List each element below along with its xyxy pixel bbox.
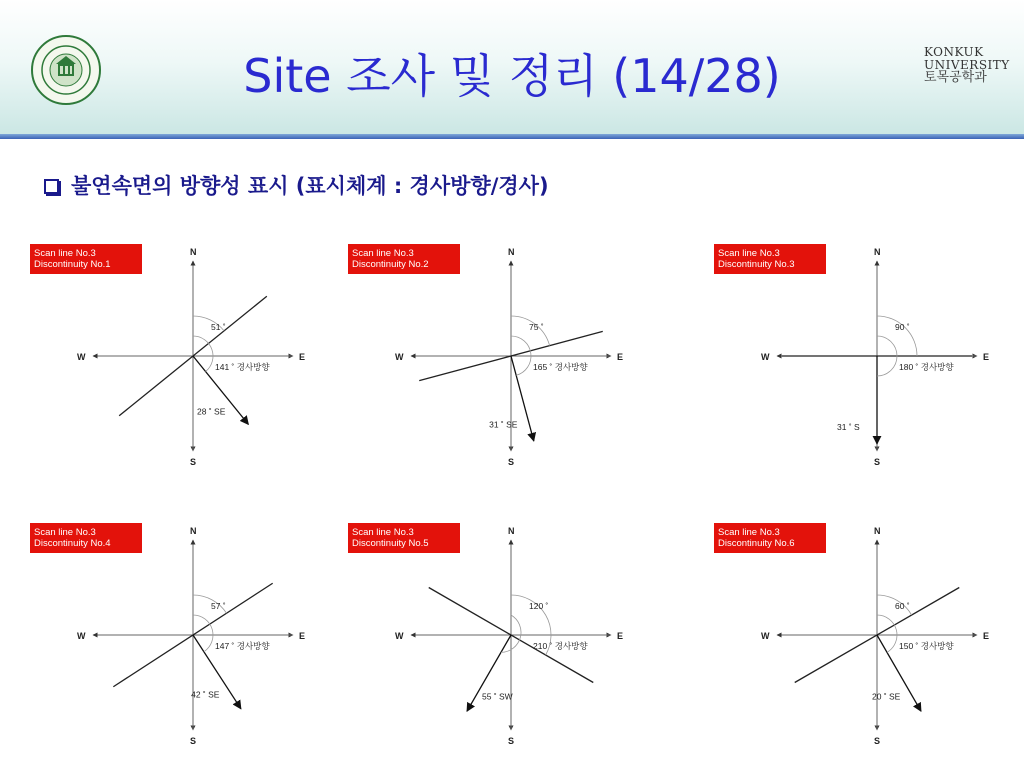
- dip-angle-label: 31 ˚ S: [837, 422, 860, 432]
- dip-direction-label: 147 ˚ 경사방향: [215, 641, 270, 651]
- compass-west-label: W: [395, 631, 404, 641]
- compass-north-label: N: [874, 526, 881, 536]
- scan-line-label: Scan line No.3: [718, 527, 780, 538]
- compass-south-label: S: [190, 736, 197, 746]
- strike-angle-label: 75 ˚: [529, 322, 544, 332]
- discontinuity-number-label: Discontinuity No.2: [352, 259, 429, 270]
- dip-direction-label: 165 ˚ 경사방향: [533, 362, 588, 372]
- orientation-panel: [348, 523, 648, 753]
- compass-east-label: E: [299, 631, 306, 641]
- dip-direction-label: 210 ˚ 경사방향: [533, 641, 588, 651]
- discontinuity-number-label: Discontinuity No.6: [718, 538, 795, 549]
- orientation-panel: [714, 523, 1014, 753]
- dip-direction-label: 141 ˚ 경사방향: [215, 362, 270, 372]
- compass-west-label: W: [761, 352, 770, 362]
- page-title: Site 조사 및 정리 (14/28): [243, 49, 781, 103]
- logo-line-2: UNIVERSITY: [924, 57, 1010, 72]
- discontinuity-number-label: Discontinuity No.3: [718, 259, 795, 270]
- discontinuity-number-label: Discontinuity No.5: [352, 538, 429, 549]
- compass-east-label: E: [299, 352, 306, 362]
- compass-west-label: W: [761, 631, 770, 641]
- scan-line-label: Scan line No.3: [34, 248, 96, 259]
- section-heading: [44, 170, 549, 200]
- orientation-panel: [30, 523, 330, 753]
- header-rule: [0, 134, 1024, 139]
- compass-west-label: W: [395, 352, 404, 362]
- orientation-panel: [348, 244, 648, 474]
- dip-angle-label: 28 ˚ SE: [197, 406, 226, 417]
- strike-angle-label: 90 ˚: [895, 322, 910, 332]
- compass-diagram: [30, 244, 330, 474]
- compass-south-label: S: [508, 736, 515, 746]
- dip-angle-label: 55 ˚ SW: [482, 691, 513, 702]
- compass-diagram: [348, 523, 648, 753]
- section-heading-text: 불연속면의 방향성 표시 (표시체계 : 경사방향/경사): [71, 174, 549, 198]
- university-logo: [924, 46, 1010, 85]
- compass-north-label: N: [874, 247, 881, 257]
- scan-line-label: Scan line No.3: [718, 248, 780, 259]
- strike-angle-label: 51 ˚: [211, 322, 226, 332]
- compass-south-label: S: [874, 457, 881, 467]
- compass-south-label: S: [508, 457, 515, 467]
- orientation-panel: [714, 244, 1014, 474]
- dip-direction-label: 180 ˚ 경사방향: [899, 362, 954, 372]
- strike-angle-label: 60 ˚: [895, 601, 910, 611]
- compass-east-label: E: [617, 352, 624, 362]
- compass-west-label: W: [77, 352, 86, 362]
- scan-line-label: Scan line No.3: [352, 248, 414, 259]
- dip-direction-label: 150 ˚ 경사방향: [899, 641, 954, 651]
- logo-line-3: 토목공학과: [924, 70, 987, 86]
- bullet-checkbox-icon: [44, 179, 59, 194]
- compass-north-label: N: [190, 526, 197, 536]
- compass-diagram: [714, 523, 1014, 753]
- discontinuity-number-label: Discontinuity No.4: [34, 538, 111, 549]
- logo-line-1: KONKUK: [924, 45, 984, 59]
- compass-east-label: E: [617, 631, 624, 641]
- compass-south-label: S: [190, 457, 197, 467]
- compass-diagram: [714, 244, 1014, 474]
- strike-angle-label: 57 ˚: [211, 601, 226, 611]
- dip-angle-label: 31 ˚ SE: [489, 419, 518, 430]
- scan-line-label: Scan line No.3: [352, 527, 414, 538]
- dip-angle-label: 42 ˚ SE: [191, 689, 220, 700]
- compass-diagram: [348, 244, 648, 474]
- scan-line-label: Scan line No.3: [34, 527, 96, 538]
- compass-north-label: N: [190, 247, 197, 257]
- strike-angle-label: 120 ˚: [529, 601, 549, 611]
- compass-diagram: [30, 523, 330, 753]
- orientation-panel: [30, 244, 330, 474]
- compass-north-label: N: [508, 247, 515, 257]
- compass-south-label: S: [874, 736, 881, 746]
- compass-east-label: E: [983, 631, 990, 641]
- dip-angle-label: 20 ˚ SE: [872, 691, 901, 702]
- compass-west-label: W: [77, 631, 86, 641]
- compass-north-label: N: [508, 526, 515, 536]
- compass-east-label: E: [983, 352, 990, 362]
- discontinuity-number-label: Discontinuity No.1: [34, 259, 111, 270]
